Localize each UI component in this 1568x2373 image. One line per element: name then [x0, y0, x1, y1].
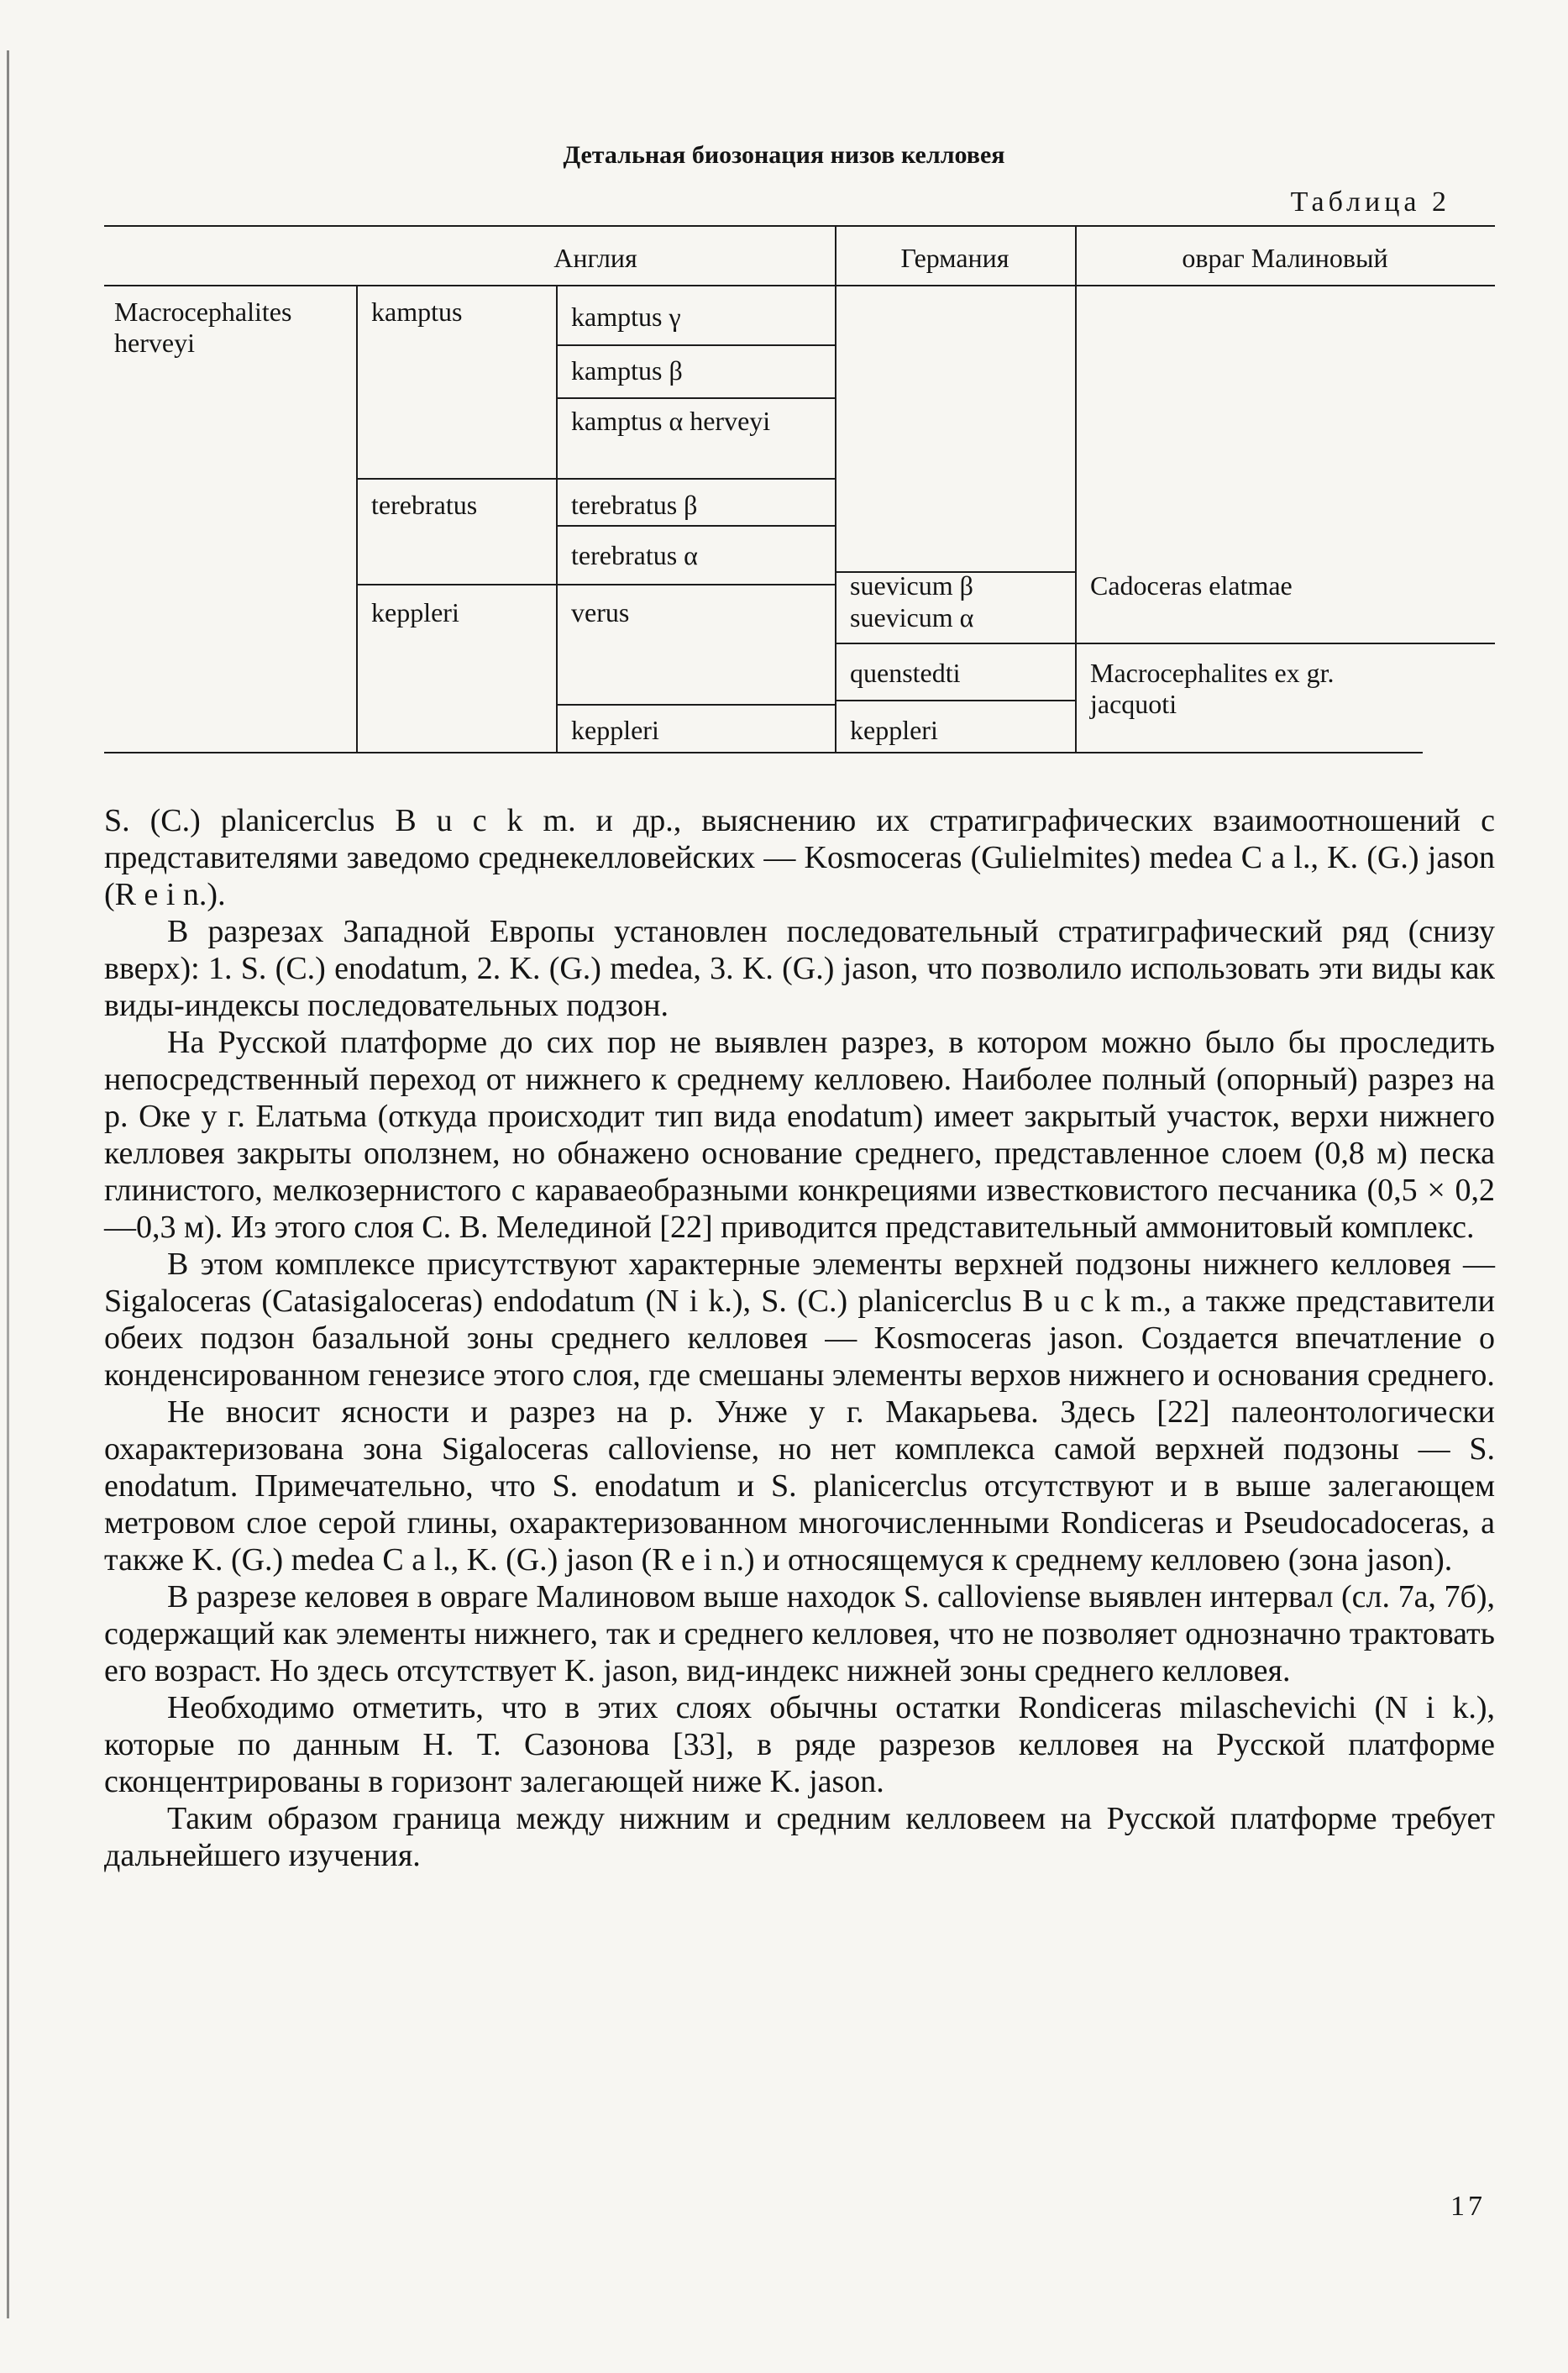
header-england: Англия [553, 243, 637, 273]
horizon-kamptus-beta: kamptus β [571, 355, 683, 386]
table-header-rule [104, 285, 1495, 286]
germany-suevicum-beta: suevicum β [850, 570, 973, 601]
horizon-terebratus-beta: terebratus β [571, 490, 698, 520]
scan-edge [7, 50, 9, 2318]
table-top-rule [104, 225, 1495, 227]
ravine-macrocephalites-jacquoti: Macrocephalites ex gr. jacquoti [1090, 658, 1335, 719]
table-bottom-rule [104, 752, 1423, 753]
paragraph: В разрезах Западной Европы установлен последовательный стратиграфический ряд (снизу вверх): 1. S. (C.) enodatum, 2. K. (G.) medea, 3. K. (G.) jason, что позволило использовать эти виды как виды-индексы последовательных подзон. [104, 914, 1495, 1023]
col-rule [356, 285, 358, 752]
biozonation-table [104, 223, 1495, 760]
row-rule [556, 397, 835, 399]
row-rule [556, 344, 835, 346]
row-rule [356, 584, 835, 585]
ravine-cadoceras-elatmae: Cadoceras elatmae [1090, 570, 1293, 601]
horizon-kamptus-alpha-herveyi: kamptus α herveyi [571, 406, 771, 436]
paragraph: Необходимо отметить, что в этих слоях обычны остатки Rondiceras milaschevichi (N i k.), которые по данным Н. Т. Сазонова [33], в ряде разрезов келловея на Русской платформе сконцентрированы в горизонт залегающей ниже K. jason. [104, 1690, 1495, 1799]
subzone-kamptus: kamptus [371, 297, 463, 327]
horizon-terebratus-alpha: terebratus α [571, 540, 698, 570]
body-text [104, 802, 1495, 1874]
horizon-kamptus-gamma: kamptus γ [571, 302, 681, 332]
germany-quenstedti: quenstedti [850, 658, 961, 688]
paragraph: Таким образом граница между нижним и средним келловеем на Русской платформе требует дальнейшего изучения. [104, 1801, 1495, 1873]
col-rule [556, 285, 558, 752]
zone-label: Macrocephalites herveyi [114, 297, 292, 358]
row-rule [835, 643, 1495, 644]
paragraph: В этом комплексе присутствуют характерные элементы верхней подзоны нижнего келловея — Sigaloceras (Catasigaloceras) endodatum (N i k.), S. (C.) planicerclus B u c k m., а также представители обеих подзон базальной зоны среднего келловея — Kosmoceras jason. Создается впечатление о конденсированном генезисе этого слоя, где смешаны элементы верхов нижнего и основания среднего. [104, 1247, 1495, 1393]
subzone-keppleri: keppleri [371, 597, 459, 627]
germany-suevicum-alpha: suevicum α [850, 602, 974, 633]
germany-keppleri: keppleri [850, 715, 938, 745]
paragraph: На Русской платформе до сих пор не выявлен разрез, в котором можно было бы проследить непосредственный переход от нижнего к среднему келловею. Наиболее полный (опорный) разрез на р. Оке у г. Елатьма (откуда происходит тип вида enodatum) имеет закрытый участок, верхи нижнего келловея закрыты оползнем, но обнажено основание среднего, представленное слоем (0,8 м) песка глинистого, мелкозернистого с караваеобразными конкрециями известковистого песчаника (0,5 × 0,2—0,3 м). Из этого слоя С. В. Мелединой [22] приводится представительный аммонитовый комплекс. [104, 1025, 1495, 1245]
row-rule [556, 525, 835, 527]
header-ravine: овраг Малиновый [1182, 243, 1388, 273]
subzone-terebratus: terebratus [371, 490, 478, 520]
col-rule [835, 225, 836, 752]
horizon-keppleri: keppleri [571, 715, 659, 745]
paragraph: Не вносит ясности и разрез на р. Унже у г. Макарьева. Здесь [22] палеонтологически охарактеризована зона Sigaloceras calloviense, но нет комплекса самой верхней подзоны — S. enodatum. Примечательно, что S. enodatum и S. planicerclus отсутствуют и в выше залегающем метровом слое серой глины, охарактеризованном многочисленными Rondiceras и Pseudocadoceras, а также K. (G.) medea C a l., K. (G.) jason (R e i n.) и относящемуся к среднему келловею (зона jason). [104, 1394, 1495, 1578]
paragraph: В разрезе келовея в овраге Малиновом выше находок S. calloviense выявлен интервал (сл. 7а, 7б), содержащий как элементы нижнего, так и среднего келловея, что не позволяет однозначно трактовать его возраст. Но здесь отсутствует K. jason, вид-индекс нижней зоны среднего келловея. [104, 1579, 1495, 1688]
table-title: Детальная биозонация низов келловея [563, 141, 1005, 169]
row-rule [835, 700, 1075, 701]
header-germany: Германия [900, 243, 1009, 273]
row-rule [556, 704, 835, 706]
col-rule [1075, 225, 1077, 752]
page-number: 17 [1450, 2191, 1486, 2222]
paragraph: S. (C.) planicerclus B u c k m. и др., выяснению их стратиграфических взаимоотношений с представителями заведомо среднекелловейских — Kosmoceras (Gulielmites) medea C a l., K. (G.) jason (R e i n.). [104, 803, 1495, 912]
table-number: Таблица 2 [1290, 186, 1450, 218]
row-rule [356, 478, 835, 480]
horizon-verus: verus [571, 597, 630, 627]
